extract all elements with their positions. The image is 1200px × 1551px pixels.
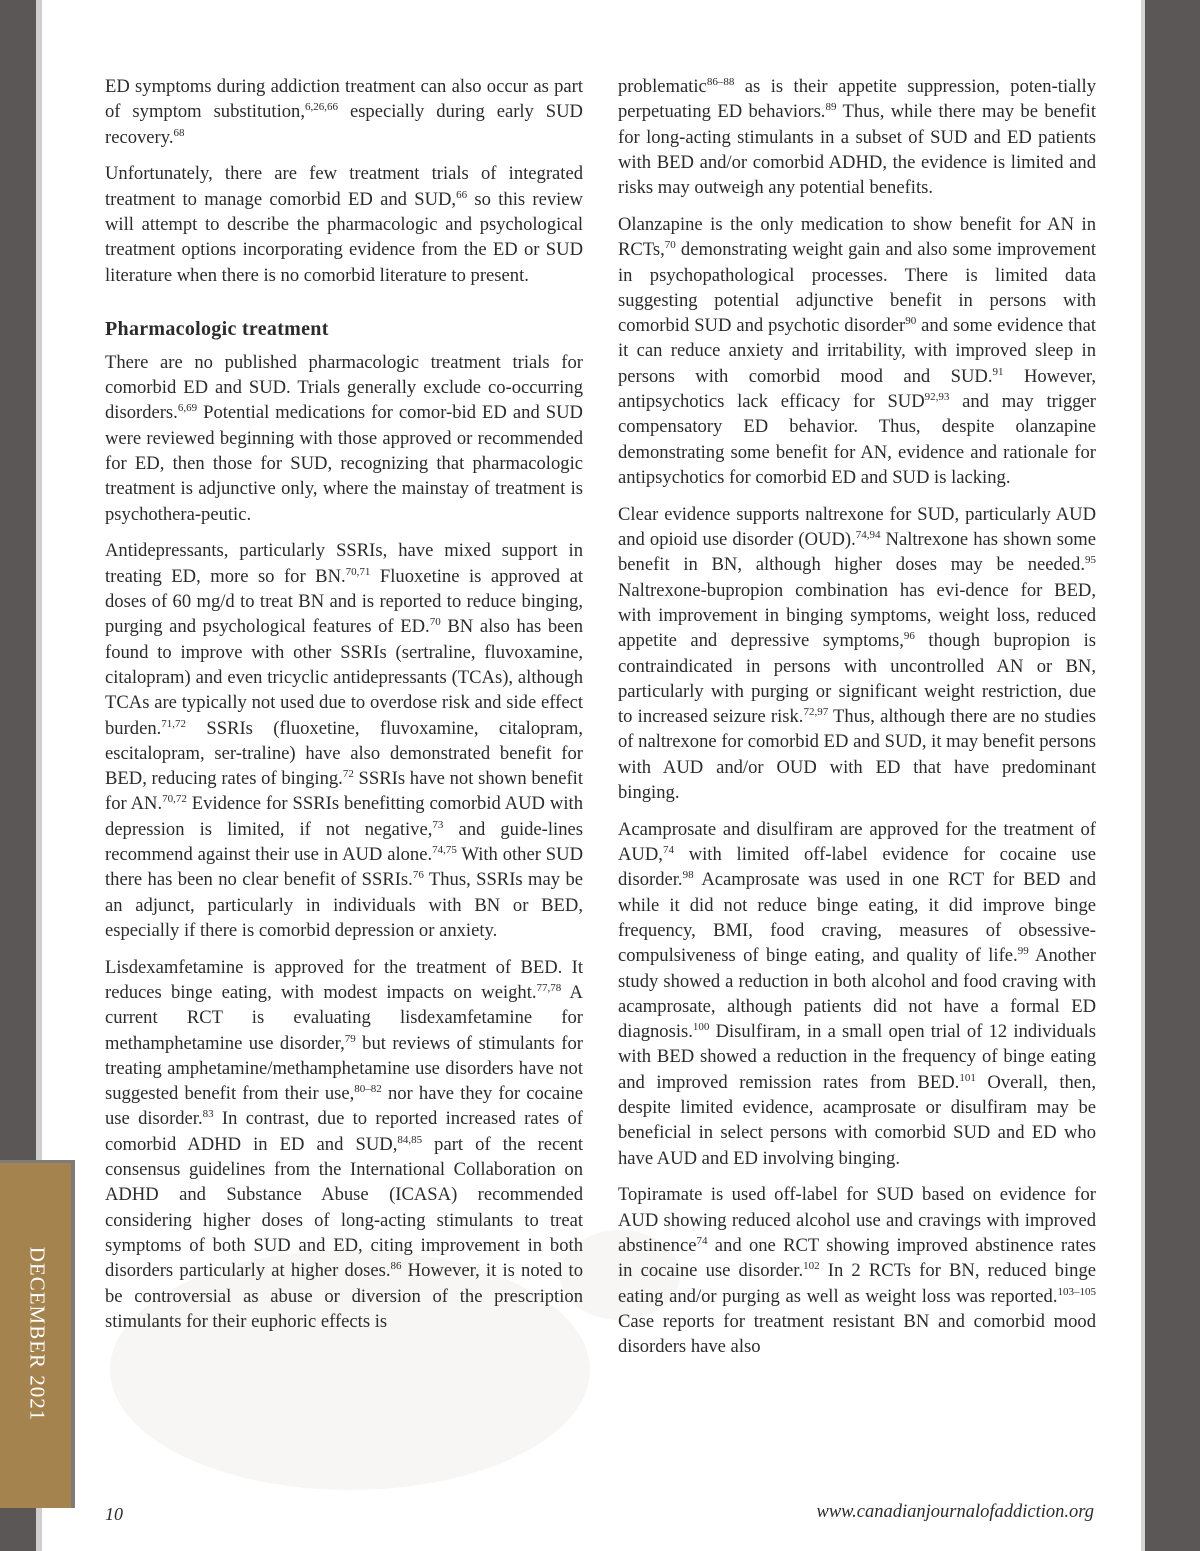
citation-superscript: 101 xyxy=(959,1071,976,1084)
text-run: problematic xyxy=(618,76,707,97)
text-run: and may trigger compensatory ED behavior. Thus, despite olanzapine demonstrating some benefit for AN, evidence and rationale for antipsychotics for comorbid ED and SUD is lacking. xyxy=(618,391,1097,488)
citation-superscript: 102 xyxy=(803,1260,820,1273)
paragraph xyxy=(618,817,1096,1171)
citation-superscript: 86–88 xyxy=(706,76,735,88)
citation-superscript: 66 xyxy=(456,188,468,201)
text-run: though bupropion is contraindicated in persons with uncontrolled AN or BN, particularly with purging or significant weight restriction, due to increased seizure risk. xyxy=(618,630,1096,728)
text-run: However, it is noted to be controversial as abuse or diversion of the prescription stimulants for their euphoric effects is xyxy=(105,1260,583,1332)
text-run: and some evidence that it can reduce anxiety and irritability, with improved sleep in persons with comorbid mood and SUD. xyxy=(618,315,1097,387)
citation-superscript: 68 xyxy=(173,126,185,139)
text-run: Thus, although there are no studies of naltrexone for comorbid ED and SUD, it may benefit persons with AUD and/or OUD with ED that have predominant binging. xyxy=(618,706,1097,804)
text-run: part of the recent consensus guidelines from the International Collaboration on ADHD and Substance Abuse (ICASA) recommended considering higher doses of long-acting stimulants to treat symptoms of both SUD and ED, citing improvement in both disorders particularly at higher doses. xyxy=(105,1133,583,1282)
text-run: nor have they for cocaine use disorder. xyxy=(105,1083,584,1130)
citation-superscript: 100 xyxy=(692,1021,710,1034)
citation-superscript: 70 xyxy=(429,616,441,629)
text-run: Fluoxetine is approved at doses of 60 mg/d to treat BN and is reported to reduce binging, purging and psychological features of ED. xyxy=(105,565,583,638)
citation-superscript: 70,71 xyxy=(345,565,371,578)
citation-superscript: 89 xyxy=(825,101,837,114)
text-run: BN also has been found to improve with other SSRIs (sertraline, fluvoxamine, citalopram) and even tricyclic antidepressants (TCAs), although TCAs are typically not used due to overdose risk and side effect burden. xyxy=(105,616,583,739)
paragraph xyxy=(105,161,583,287)
paragraph xyxy=(105,74,583,150)
paragraph xyxy=(618,1182,1096,1359)
text-run: demonstrating weight gain and also some improvement in psychopathological processes. There is limited data suggesting potential adjunctive benefit in persons with comorbid SUD and psychotic disorder xyxy=(618,239,1096,337)
text-run: In contrast, due to reported increased rates of comorbid ADHD in ED and SUD, xyxy=(105,1108,583,1155)
citation-superscript: 6,26,66 xyxy=(305,101,339,114)
citation-superscript: 74,75 xyxy=(432,844,457,857)
paragraph xyxy=(618,502,1096,806)
issue-date-label: DECEMBER 2021 xyxy=(25,1246,50,1422)
citation-superscript: 86 xyxy=(390,1260,402,1273)
citation-superscript: 70 xyxy=(664,239,676,252)
text-run: Lisdexamfetamine is approved for the treatment of BED. It reduces binge eating, with modest impacts on weight. xyxy=(105,956,583,1003)
citation-superscript: 79 xyxy=(344,1032,356,1045)
citation-superscript: 72 xyxy=(342,768,354,781)
page-number: 10 xyxy=(105,1504,123,1524)
citation-superscript: 74,94 xyxy=(855,529,881,542)
paragraph xyxy=(105,538,583,943)
text-run: Unfortunately, there are few treatment trials of integrated treatment to manage comorbid ED and SUD, xyxy=(105,163,583,210)
text-run: with limited off-label evidence for cocaine use disorder. xyxy=(618,844,1096,891)
section-heading: Pharmacologic treatment xyxy=(105,317,329,340)
text-run: SSRIs (fluoxetine, fluvoxamine, citalopram, escitalopram, ser-traline) have also demonstrated benefit for BED, reducing rates of binging. xyxy=(105,717,583,790)
right-margin-band xyxy=(1145,0,1200,1551)
citation-superscript: 90 xyxy=(905,315,917,328)
text-run: Clear evidence supports naltrexone for SUD, particularly AUD and opioid use disorder (OUD). xyxy=(618,503,1096,551)
text-run: ED symptoms during addiction treatment can also occur as part of symptom substitution, xyxy=(105,76,583,123)
text-run: Antidepressants, particularly SSRIs, have mixed support in treating ED, more so for BN. xyxy=(105,540,583,587)
text-run: In 2 RCTs for BN, reduced binge eating and/or purging as well as weight loss was reported. xyxy=(618,1260,1096,1307)
text-run: With other SUD there has been no clear benefit of SSRIs. xyxy=(105,844,583,891)
text-run: Naltrexone has shown some benefit in BN, although higher doses may be needed. xyxy=(618,529,1096,576)
citation-superscript: 103–105 xyxy=(1057,1285,1096,1298)
text-run: and one RCT showing improved abstinence rates in cocaine use disorder. xyxy=(618,1235,1096,1282)
text-run: Naltrexone-bupropion combination has evi-dence for BED, with improvement in binging symptoms, weight loss, reduced appetite and depressive symptoms, xyxy=(618,579,1096,652)
citation-superscript: 95 xyxy=(1085,554,1096,567)
citation-superscript: 74 xyxy=(696,1235,708,1248)
text-run: However, antipsychotics lack efficacy for SUD xyxy=(618,365,1096,413)
text-run: Olanzapine is the only medication to show benefit for AN in RCTs, xyxy=(618,213,1096,261)
citation-superscript: 74 xyxy=(662,844,674,857)
citation-superscript: 76 xyxy=(412,869,424,882)
text-run: Acamprosate and disulfiram are approved for the treatment of AUD, xyxy=(618,818,1096,866)
citation-superscript: 83 xyxy=(202,1108,214,1121)
citation-superscript: 80–82 xyxy=(354,1083,382,1096)
citation-superscript: 71,72 xyxy=(161,717,187,730)
text-run: Thus, while there may be benefit for long-acting stimulants in a subset of SUD and ED patients with BED and/or comorbid ADHD, the evidence is limited and risks may outweigh any potential benefits. xyxy=(618,101,1096,199)
citation-superscript: 84,85 xyxy=(397,1133,423,1146)
text-run: SSRIs have not shown benefit for AN. xyxy=(105,768,583,815)
text-run: Thus, SSRIs may be an adjunct, particularly in individuals with BN or BED, especially if there is comorbid depression or anxiety. xyxy=(105,869,583,941)
left-text-column xyxy=(105,74,583,1346)
text-run: Evidence for SSRIs benefitting comorbid AUD with depression is limited, if not negative, xyxy=(105,793,583,840)
citation-superscript: 6,69 xyxy=(177,402,198,415)
text-run: Case reports for treatment resistant BN and comorbid mood disorders have also xyxy=(618,1310,1096,1358)
citation-superscript: 77,78 xyxy=(536,982,562,994)
text-run: Disulfiram, in a small open trial of 12 individuals with BED showed a reduction in the frequency of binge eating and improved remission rates from BED. xyxy=(618,1021,1096,1093)
text-run: Topiramate is used off-label for SUD based on evidence for AUD showing reduced alcohol use and cravings with improved abstinence xyxy=(618,1184,1096,1257)
paragraph xyxy=(105,955,583,1334)
citation-superscript: 91 xyxy=(992,365,1004,378)
text-run: but reviews of stimulants for treating amphetamine/methamphetamine use disorders have not suggested benefit from their use, xyxy=(105,1032,583,1105)
text-run: Another study showed a reduction in both alcohol and food craving with acamprosate, although patients did not have a formal ED diagnosis. xyxy=(618,945,1096,1043)
text-run: Overall, then, despite limited evidence, acamprosate or disulfiram may be beneficial in select persons with comorbid SUD and ED who have AUD and ED involving binging. xyxy=(618,1071,1096,1169)
paragraph xyxy=(105,350,583,527)
citation-superscript: 99 xyxy=(1017,945,1029,958)
text-run: especially during early SUD recovery. xyxy=(105,101,583,148)
paragraph xyxy=(618,212,1096,490)
citation-superscript: 96 xyxy=(903,630,915,643)
citation-superscript: 70,72 xyxy=(162,793,187,806)
text-run: Potential medications for comor-bid ED and SUD were reviewed beginning with those approved or recommended for ED, then those for SUD, recognizing that pharmacologic treatment is adjunctive only, where the mainstay of treatment is psychothera-peutic. xyxy=(105,402,583,525)
text-run: A current RCT is evaluating lisdexamfetamine for methamphetamine use disorder, xyxy=(105,982,583,1054)
text-run: as is their appetite suppression, poten-tially perpetuating ED behaviors. xyxy=(618,76,1096,123)
right-text-column xyxy=(618,74,1096,1371)
citation-superscript: 72,97 xyxy=(803,706,829,719)
journal-url: www.canadianjournalofaddiction.org xyxy=(816,1502,1094,1522)
text-run: Acamprosate was used in one RCT for BED and while it did not reduce binge eating, it did improve binge frequency, BMI, food craving, measures of obsessive-compulsiveness of binge eating, and quality of life. xyxy=(618,869,1096,967)
citation-superscript: 98 xyxy=(682,869,694,882)
text-run: so this review will attempt to describe the pharmacologic and psychological treatment options incorporating evidence from the ED or SUD literature when there is no comorbid literature to present. xyxy=(105,188,583,286)
citation-superscript: 73 xyxy=(432,818,444,831)
citation-superscript: 92,93 xyxy=(924,391,950,404)
text-run: and guide-lines recommend against their use in AUD alone. xyxy=(105,818,583,866)
right-margin-stripe xyxy=(1141,0,1145,1551)
paragraph xyxy=(618,74,1096,200)
text-run: There are no published pharmacologic treatment trials for comorbid ED and SUD. Trials generally exclude co-occurring disorders. xyxy=(105,351,583,424)
